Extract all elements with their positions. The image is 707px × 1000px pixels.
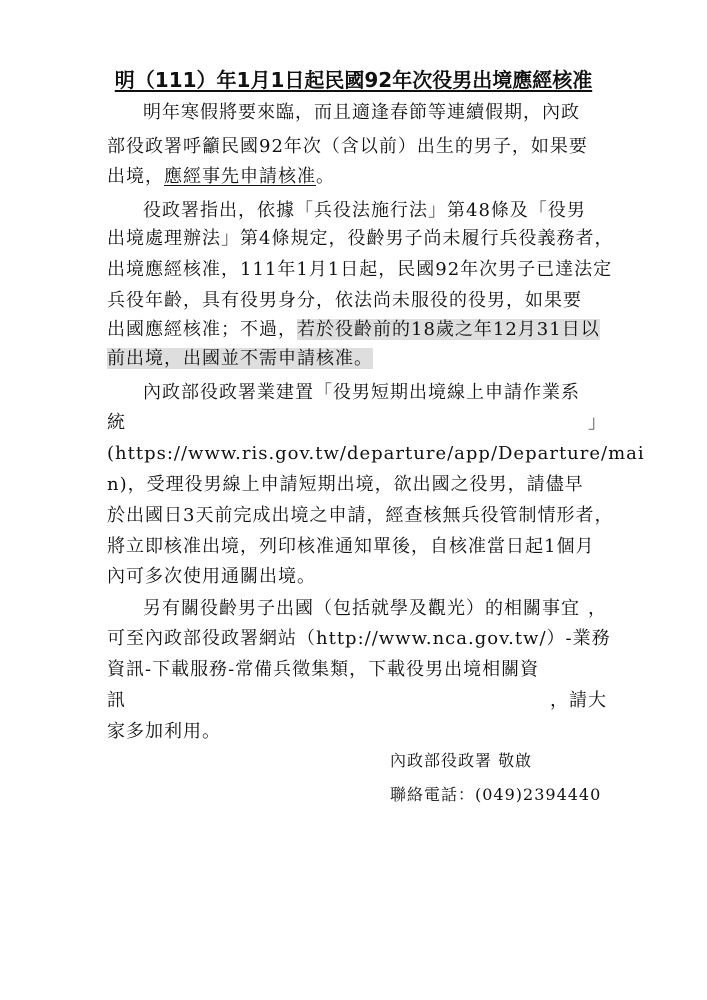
paragraph-1-line-1: 明年寒假將要來臨，而且適逢春節等連續假期，內政 [143,102,580,123]
paragraph-4-line-1 [143,592,607,626]
paragraph-3-line-2-right: 」 [588,412,607,433]
paragraph-1-underlined-text: 應經事先申請核准 [164,166,316,187]
paragraph-2-highlighted-text-2: 前出境，出國並不需申請核准。 [107,348,373,369]
signature-phone: 聯絡電話：(049)2394440 [390,785,602,804]
paragraph-1-line-3-pre: 出境， [107,166,164,187]
paragraph-1-line-3-post: 。 [316,166,335,187]
paragraph-4-line-2: 可至內政部役政署網站（http://www.nca.gov.tw/）-業務 [107,628,611,649]
paragraph-4-line-3: 資訊-下載服務-常備兵徵集類，下載役男出境相關資 [107,659,540,680]
paragraph-4-line-4-left: 訊 [107,690,126,711]
paragraph-3-line-1: 內政部役政署業建置「役男短期出境線上申請作業系 [143,382,580,403]
paragraph-3-line-6: 將立即核准出境，列印核准通知單後，自核准當日起1個月 [107,536,595,557]
paragraph-2-line-2: 出境處理辦法」第4條規定，役齡男子尚未履行兵役義務者， [107,228,614,249]
paragraph-2-highlighted-text-1: 若於役齡前的18歲之年12月31日以 [297,319,600,340]
document-title [60,66,647,94]
paragraph-2-line-1: 役政署指出，依據「兵役法施行法」第48條及「役男 [143,200,586,221]
paragraph-2-line-5-pre: 出國應經核准；不過， [107,319,297,340]
paragraph-2-line-6 [107,342,607,376]
paragraph-3-line-2-left: 統 [107,412,126,433]
paragraph-3-line-7: 內可多次使用通關出境。 [107,566,316,587]
paragraph-1-line-3 [107,160,607,194]
paragraph-2-line-4: 兵役年齡，具有役男身分，依法尚未服役的役男，如果要 [107,290,582,311]
paragraph-3-line-4: n)，受理役男線上申請短期出境，欲出國之役男，請儘早 [107,474,584,495]
paragraph-3-line-2 [107,406,607,440]
paragraph-4-line-1-right: ， [588,598,607,619]
document-title-text: 明（111）年1月1日起民國92年次役男出境應經核准 [114,68,593,92]
signature-organization: 內政部役政署 敬啟 [390,751,533,770]
paragraph-4-line-4-right: ，請大 [550,690,607,711]
paragraph-4-line-1-left: 另有關役齡男子出國（包括就學及觀光）的相關事宜 [143,598,580,619]
paragraph-1-line-2: 部役政署呼籲民國92年次（含以前）出生的男子，如果要 [107,136,588,157]
paragraph-3-line-5: 於出國日3天前完成出境之申請，經查核無兵役管制情形者， [107,505,614,526]
paragraph-4-line-4 [107,684,607,718]
paragraph-4-line-5: 家多加利用。 [107,721,221,742]
paragraph-3-line-3-url: (https://www.ris.gov.tw/departure/app/Departure/mai [107,443,645,464]
paragraph-2-line-3: 出境應經核准，111年1月1日起，民國92年次男子已達法定 [107,259,613,280]
